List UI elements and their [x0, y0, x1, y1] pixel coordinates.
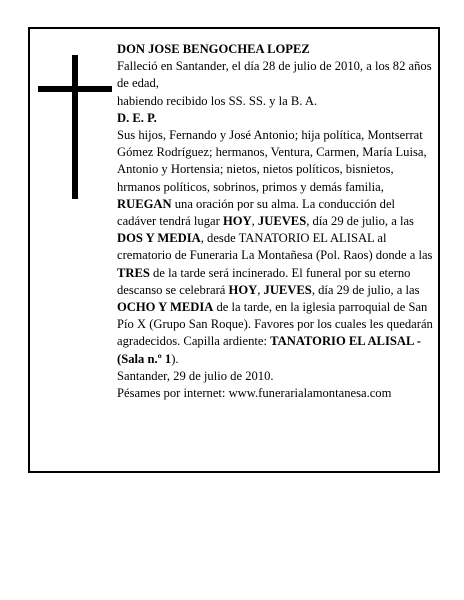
hoy-word-2: HOY	[228, 282, 258, 297]
tres-time: TRES	[117, 265, 150, 280]
family-paragraph: Sus hijos, Fernando y José Antonio; hija política, Montserrat Gómez Rodríguez; hermanos, Ventura, Carmen, María Luisa, Antonio y Hortensia; nietos, nietos políticos, bisnietos, hrmanos políticos, sobrinos, primos y demás familia,	[117, 128, 427, 194]
sacraments-line: habiendo recibido los SS. SS. y la B. A.	[117, 93, 318, 108]
ceremony-text-4: , desde TANATORIO EL ALISAL al crematorio de Funeraria La Montañesa (Pol. Raos) donde a las	[117, 231, 433, 263]
jueves-word-1: JUEVES	[257, 214, 307, 229]
date-line: Santander, 29 de julio de 2010.	[117, 368, 274, 383]
deceased-name: DON JOSE BENGOCHEA LOPEZ	[117, 42, 310, 56]
ceremony-text-3: , día 29 de julio, a las	[306, 214, 414, 229]
obituary-notice	[28, 27, 440, 473]
ceremony-text-2: ,	[251, 214, 258, 229]
cross-icon	[36, 55, 116, 199]
ruegan-word: RUEGAN	[117, 196, 172, 211]
hoy-word-1: HOY	[222, 214, 252, 229]
condolences-line: Pésames por internet: www.funerarialamontanesa.com	[117, 386, 392, 401]
ceremony-text-9: ).	[171, 351, 179, 366]
notice-text	[117, 41, 433, 402]
cross-vertical-bar	[72, 55, 78, 199]
dos-y-media-time: DOS Y MEDIA	[117, 231, 201, 246]
death-statement: Falleció en Santander, el día 28 de julio de 2010, a los 82 años de edad,	[117, 59, 432, 91]
tanatorio-location: TANATORIO EL ALISAL - (Sala n.º 1	[117, 334, 421, 366]
ceremony-text-7: , día 29 de julio, a las	[311, 282, 420, 297]
cross-horizontal-bar	[38, 86, 112, 92]
dep-line: D. E. P.	[117, 110, 157, 125]
ceremony-text-6: ,	[257, 282, 264, 297]
jueves-word-2: JUEVES	[263, 282, 312, 297]
ceremony-text-8: de la tarde, en la iglesia parroquial de San Pío X (Grupo San Roque). Favores por los cuales les quedarán agradecidos. Capilla ardiente:	[117, 300, 433, 349]
ceremony-text-1: una oración por su alma. La conducción del cadáver tendrá lugar	[117, 196, 396, 229]
ceremony-paragraph	[117, 196, 433, 368]
ocho-y-media-time: OCHO Y MEDIA	[117, 300, 214, 315]
ceremony-text-5: de la tarde será incinerado. El funeral por su eterno descanso se celebrará	[117, 265, 411, 297]
